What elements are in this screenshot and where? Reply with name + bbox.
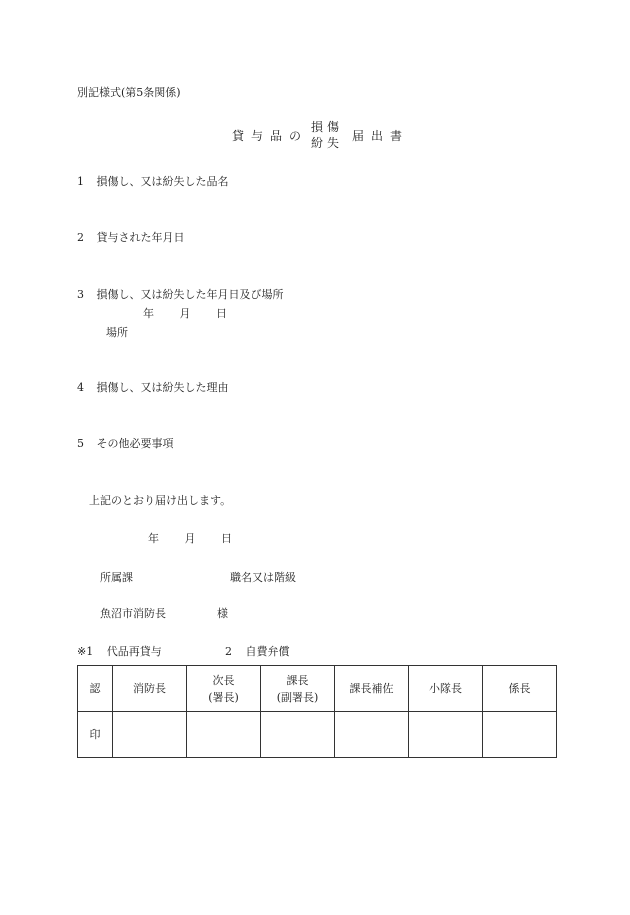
form-label: 別記様式(第5条関係) xyxy=(77,86,181,99)
item-5 xyxy=(77,435,174,451)
approval-header-fire-chief: 消防長 xyxy=(113,666,187,712)
approval-header-deputy-chief: 次長 (署長) xyxy=(187,666,261,712)
addressee: 魚沼市消防長 xyxy=(100,607,166,620)
approval-header-section-chief: 課長 (副署長) xyxy=(261,666,335,712)
item-number: 3 xyxy=(77,288,84,301)
day-label: 日 xyxy=(216,307,227,320)
title-options xyxy=(311,119,343,151)
item-text: 損傷し、又は紛失した年月日及び場所 xyxy=(96,288,284,301)
item-number: 4 xyxy=(77,381,84,394)
item-3 xyxy=(77,286,284,302)
department-label: 所属課 xyxy=(100,571,133,584)
item-text: 貸与された年月日 xyxy=(96,231,185,244)
title-option-loss: 紛失 xyxy=(311,136,344,150)
seal-cell-subsection-chief[interactable] xyxy=(483,712,557,758)
title-prefix: 貸与品の xyxy=(232,129,309,143)
seal-cell-platoon-leader[interactable] xyxy=(409,712,483,758)
item-number: 1 xyxy=(77,175,84,188)
honorific: 様 xyxy=(217,607,228,620)
place-label: 場所 xyxy=(106,326,128,339)
item-number: 2 xyxy=(77,231,84,244)
approval-row-label-bottom: 印 xyxy=(78,712,113,758)
seal-cell-deputy-chief[interactable] xyxy=(187,712,261,758)
seal-cell-fire-chief[interactable] xyxy=(113,712,187,758)
note-option-2-number: 2 xyxy=(225,645,232,658)
note-line xyxy=(77,643,162,659)
item-1 xyxy=(77,173,229,189)
year-label: 年 xyxy=(143,307,154,320)
item-4 xyxy=(77,379,229,395)
item-text: 損傷し、又は紛失した理由 xyxy=(96,381,229,394)
item-text: 損傷し、又は紛失した品名 xyxy=(96,175,229,188)
seal-cell-section-chief[interactable] xyxy=(261,712,335,758)
day-label: 日 xyxy=(221,532,232,545)
month-label: 月 xyxy=(179,307,191,320)
note-option-2: 自費弁償 xyxy=(245,645,290,658)
year-label: 年 xyxy=(148,532,159,545)
item-number: 5 xyxy=(77,437,84,450)
approval-header-subsection-chief: 係長 xyxy=(483,666,557,712)
rank-label: 職名又は階級 xyxy=(230,571,296,584)
approval-row-label-top: 認 xyxy=(78,666,113,712)
seal-cell-assistant-section-chief[interactable] xyxy=(335,712,409,758)
note-mark: ※1 xyxy=(77,645,94,658)
month-label: 月 xyxy=(184,532,196,545)
item-3-date-line xyxy=(143,305,227,321)
approval-header-platoon-leader: 小隊長 xyxy=(409,666,483,712)
title-suffix: 届出書 xyxy=(352,129,410,143)
approval-header-assistant-section-chief: 課長補佐 xyxy=(335,666,409,712)
note-option-2-line xyxy=(225,643,290,659)
approval-seal-row xyxy=(78,712,557,758)
item-2 xyxy=(77,229,185,245)
item-text: その他必要事項 xyxy=(96,437,174,450)
submission-date-line xyxy=(148,530,232,546)
approval-header-row xyxy=(78,666,557,712)
approval-table xyxy=(77,665,557,758)
note-option-1: 代品再貸与 xyxy=(106,645,162,658)
title-option-damage: 損傷 xyxy=(311,120,344,134)
declaration: 上記のとおり届け出します。 xyxy=(89,494,232,507)
